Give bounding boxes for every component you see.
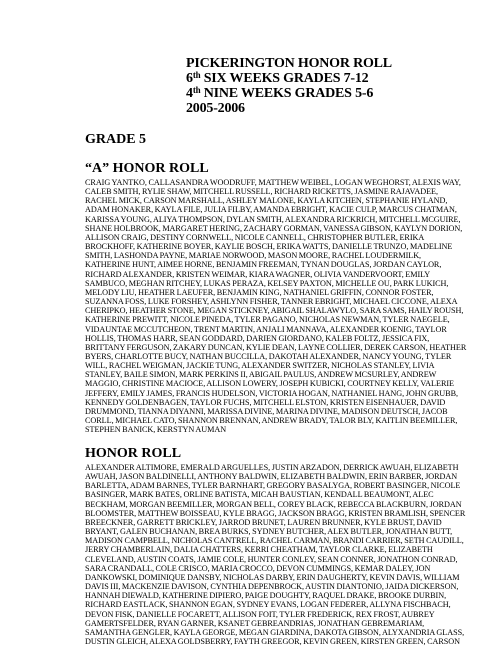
title-line-2-suffix: th: [192, 70, 201, 80]
a-honor-roll-names: CRAIG YANTKO, CALLASANDRA WOODRUFF, MATTHEW WEIBEL, LOGAN WEGHORST, ALEXIS WAY, CALEB SMITH, RYLIE SHAW, MITCHELL RUSSELL, RICHARD RICKETTS, JASMINE RAJAVADEE, RACHEL MICK, CARSON MARSHALL, ASHLEY MALONE, KAYLA KITCHEN, STEPHANIE HYLAND, ADAM HONAKER, KAYLA FILE, JULIA FILBY, AMANDA EBRIGHT, KACIE CULP, MARCUS CHATMAN, KARISSA YOUNG, ALIYA THOMPSON, DYLAN SMITH, ALEXANDRA RICKRICH, MITCHELL MCGUIRE, SHANE HOLBROOK, MARGARET HERING, ZACHARY GORMAN, VANESSA GIBSON, KAYLYN DORION, ALLISON CRAIG, DESTINY CORNWELL, NICOLE CANNELL, CHRISTOPHER BUTLER, ERIKA BROCKHOFF, KATHERINE BOYER, KAYLIE BOSCH, ERIKA WATTS, DANIELLE TRUNZO, MADELINE SMITH, LASHONDA PAYNE, MARIAE NORWOOD, MASON MOORE, RACHEL LOUDERMILK, KATHERINE HUNT, AIMEE HORNE, BENJAMIN FREEMAN, TYNAN DOUGLAS, JORDAN CAYLOR, RICHARD ALEXANDER, KRISTEN WEIMAR, KIARA WAGNER, OLIVIA VANDERVOORT, EMILY SAMBUCO, MEGHAN RITCHEY, LUKAS PERAZA, KELSEY PAXTON, MICHELLE OU, PARK LUKICH, MELODY LIU, HEATHER LAEUFER, BENJAMIN KING, NATHANIEL GRIFFIN, CONNOR FOSTER, SUZANNA FOSS, LUKE FORSHEY, ASHLYNN FISHER, TANNER EBRIGHT, MICHAEL CICCONE, ALEXA CHERIPKO, HEATHER STONE, MEGAN STICKNEY, ABIGAIL SHALAWYLO, SARA SAMS, HAILY ROUSH, KATHERINE PREWITT, NICOLE PINEDA, TYLER PAGANO, NICHOLAS NEWMAN, TYLER NAEGELE, VIDAUNTAE MCCUTCHEON, TRENT MARTIN, ANJALI MANNAVA, ALEXANDER KOENIG, TAYLOR HOLLIS, THOMAS HARR, SEAN GODDARD, DARIEN GIORDANO, KALEB FOLTZ, JESSICA FIX, BRITTANY FERGUSON, ZAKARY DUNCAN, KYLIE DEAN, LAYNE COLLIER, DEREK CARSON, HEATHER BYERS, CHARLOTTE BUCY, NATHAN BUCCILLA, DAKOTAH ALEXANDER, NANCY YOUNG, TYLER WILL, RACHEL WEIGMAN, JACKIE TUNG, ALEXANDER SWITZER, NICHOLAS STANLEY, LIVIA STANLEY, BAILE SIMON, MARK PERKINS II, ABIGAIL PAULUS, ANDREW MCSURLEY, ANDREW MAGGIO, CHRISTINE MACIOCE, ALLISON LOWERY, JOSEPH KUBICKI, COURTNEY KELLY, VALERIE JEFFERY, EMILY JAMES, FRANCIS HUDELSON, VICTORIA HOGAN, NATHANIEL HANG, JOHN GRUBB, KENNEDY GOLDENBAGEN, TAYLOR FUCHS, MITCHELL ELSTON, KRISTEN EISENHAUER, DAVID DRUMMOND, TIANNA DIYANNI, MARISSA DIVINE, MARINA DIVINE, MADISON DEUTSCH, JACOB CORLL, MICHAEL CATO, SHANNON BRENNAN, ANDREW BRADY, TALOR BLY, KAITLIN BEEMILLER, STEPHEN BANICK, KERSTYN AUMAN: [85, 178, 467, 435]
honor-roll-heading: HONOR ROLL: [85, 446, 182, 461]
title-line-3-text: NINE WEEKS GRADES 5-6: [200, 86, 374, 101]
a-honor-roll-heading: “A” HONOR ROLL: [85, 161, 209, 176]
title-line-3-suffix: th: [192, 85, 201, 95]
grade-heading: GRADE 5: [85, 132, 147, 147]
honor-roll-names: ALEXANDER ALTIMORE, EMERALD ARGUELLES, JUSTIN ARZADON, DERRICK AWUAH, ELIZABETH AWUAH, JASON BALDINELLI, ANTHONY BALDWIN, ELIZABETH BALDWIN, ERIN BARBER, JORDAN BARLETTA, ADAM BARNES, TYLER BARNHART, GREGORY BASALYGA, ROBERT BASINGER, NICOLE BASINGER, MARK BATES, ORLINE BATISTA, MICAH BAUSTIAN, KENDALL BEAUMONT, ALEC BECKHAM, MORGAN BEEMILLER, MORGAN BELL, COREY BLACK, REBECCA BLACKBURN, JORDAN BLOOMSTER, MATTHEW BOISSEAU, KYLE BRAGG, JACKSON BRAGG, KRISTEN BRAMLISH, SPENCER BREECKNER, GARRETT BRICKLEY, JARROD BRUNET, LAUREN BRUNNER, KYLE BRUST, DAVID BRYANT, GALEN BUCHANAN, BREA BURKS, SYDNEY BUTCHER, ALEX BUTLER, JONATHAN BUTT, MADISON CAMPBELL, NICHOLAS CANTRELL, RACHEL CARMAN, BRANDI CARRIER, SETH CAUDILL, JERRY CHAMBERLAIN, DALIA CHATTERS, KERRI CHEATHAM, TAYLOR CLARKE, ELIZABETH CLEVELAND, AUSTIN COATS, JAMIE COLE, HUNTER CONLEY, SEAN CONNER, JONATHON CONRAD, SARA CRANDALL, COLE CRISCO, MARIA CROCCO, DEVON CUMMINGS, KEMAR DALEY, JON DANKOWSKI, DOMINIQUE DANSBY, NICHOLAS DARBY, ERIN DAUGHERTY, KEVIN DAVIS, WILLIAM DAVIS III, MACKENZIE DAVISON, CYNTHIA DEPENBROCK, AUSTIN DIANTONIO, JAIDA DICKERSON, HANNAH DIEWALD, KATHERINE DIPIERO, PAIGE DOUGHTY, RAQUEL DRAKE, BROOKE DURBIN, RICHARD EASTLACK, SHANNON EGAN, SYDNEY EVANS, LOGAN FEDERER, ALLYNA FISCHBACH, DEVON FISK, DANIELLE FOCARETT, ALLISON FOIT, TYLER FREDERICK, REX FROST, AUBREY GAMERTSFELDER, RYAN GARNER, KSANET GEBREANDRIAS, JONATHAN GEBREMARIAM, SAMANTHA GENGLER, KAYLA GEORGE, MEGAN GIARDINA, DAKOTA GIBSON, ALYXANDRIA GLASS, DUSTIN GLEICH, ALEXA GOLDSBERRY, FAYTH GREEGOR, KEVIN GREEN, KIRSTEN GREEN, CARSON: [85, 463, 466, 646]
title-line-2-number: 6: [186, 71, 193, 86]
title-line-2: [186, 71, 486, 86]
title-line-3-number: 4: [186, 86, 193, 101]
title-line-3: [186, 86, 486, 101]
title-line-4: 2005-2006: [186, 101, 245, 116]
title-line-1: PICKERINGTON HONOR ROLL: [186, 56, 392, 71]
title-line-2-text: SIX WEEKS GRADES 7-12: [200, 71, 369, 86]
document-title-block: [186, 56, 486, 116]
